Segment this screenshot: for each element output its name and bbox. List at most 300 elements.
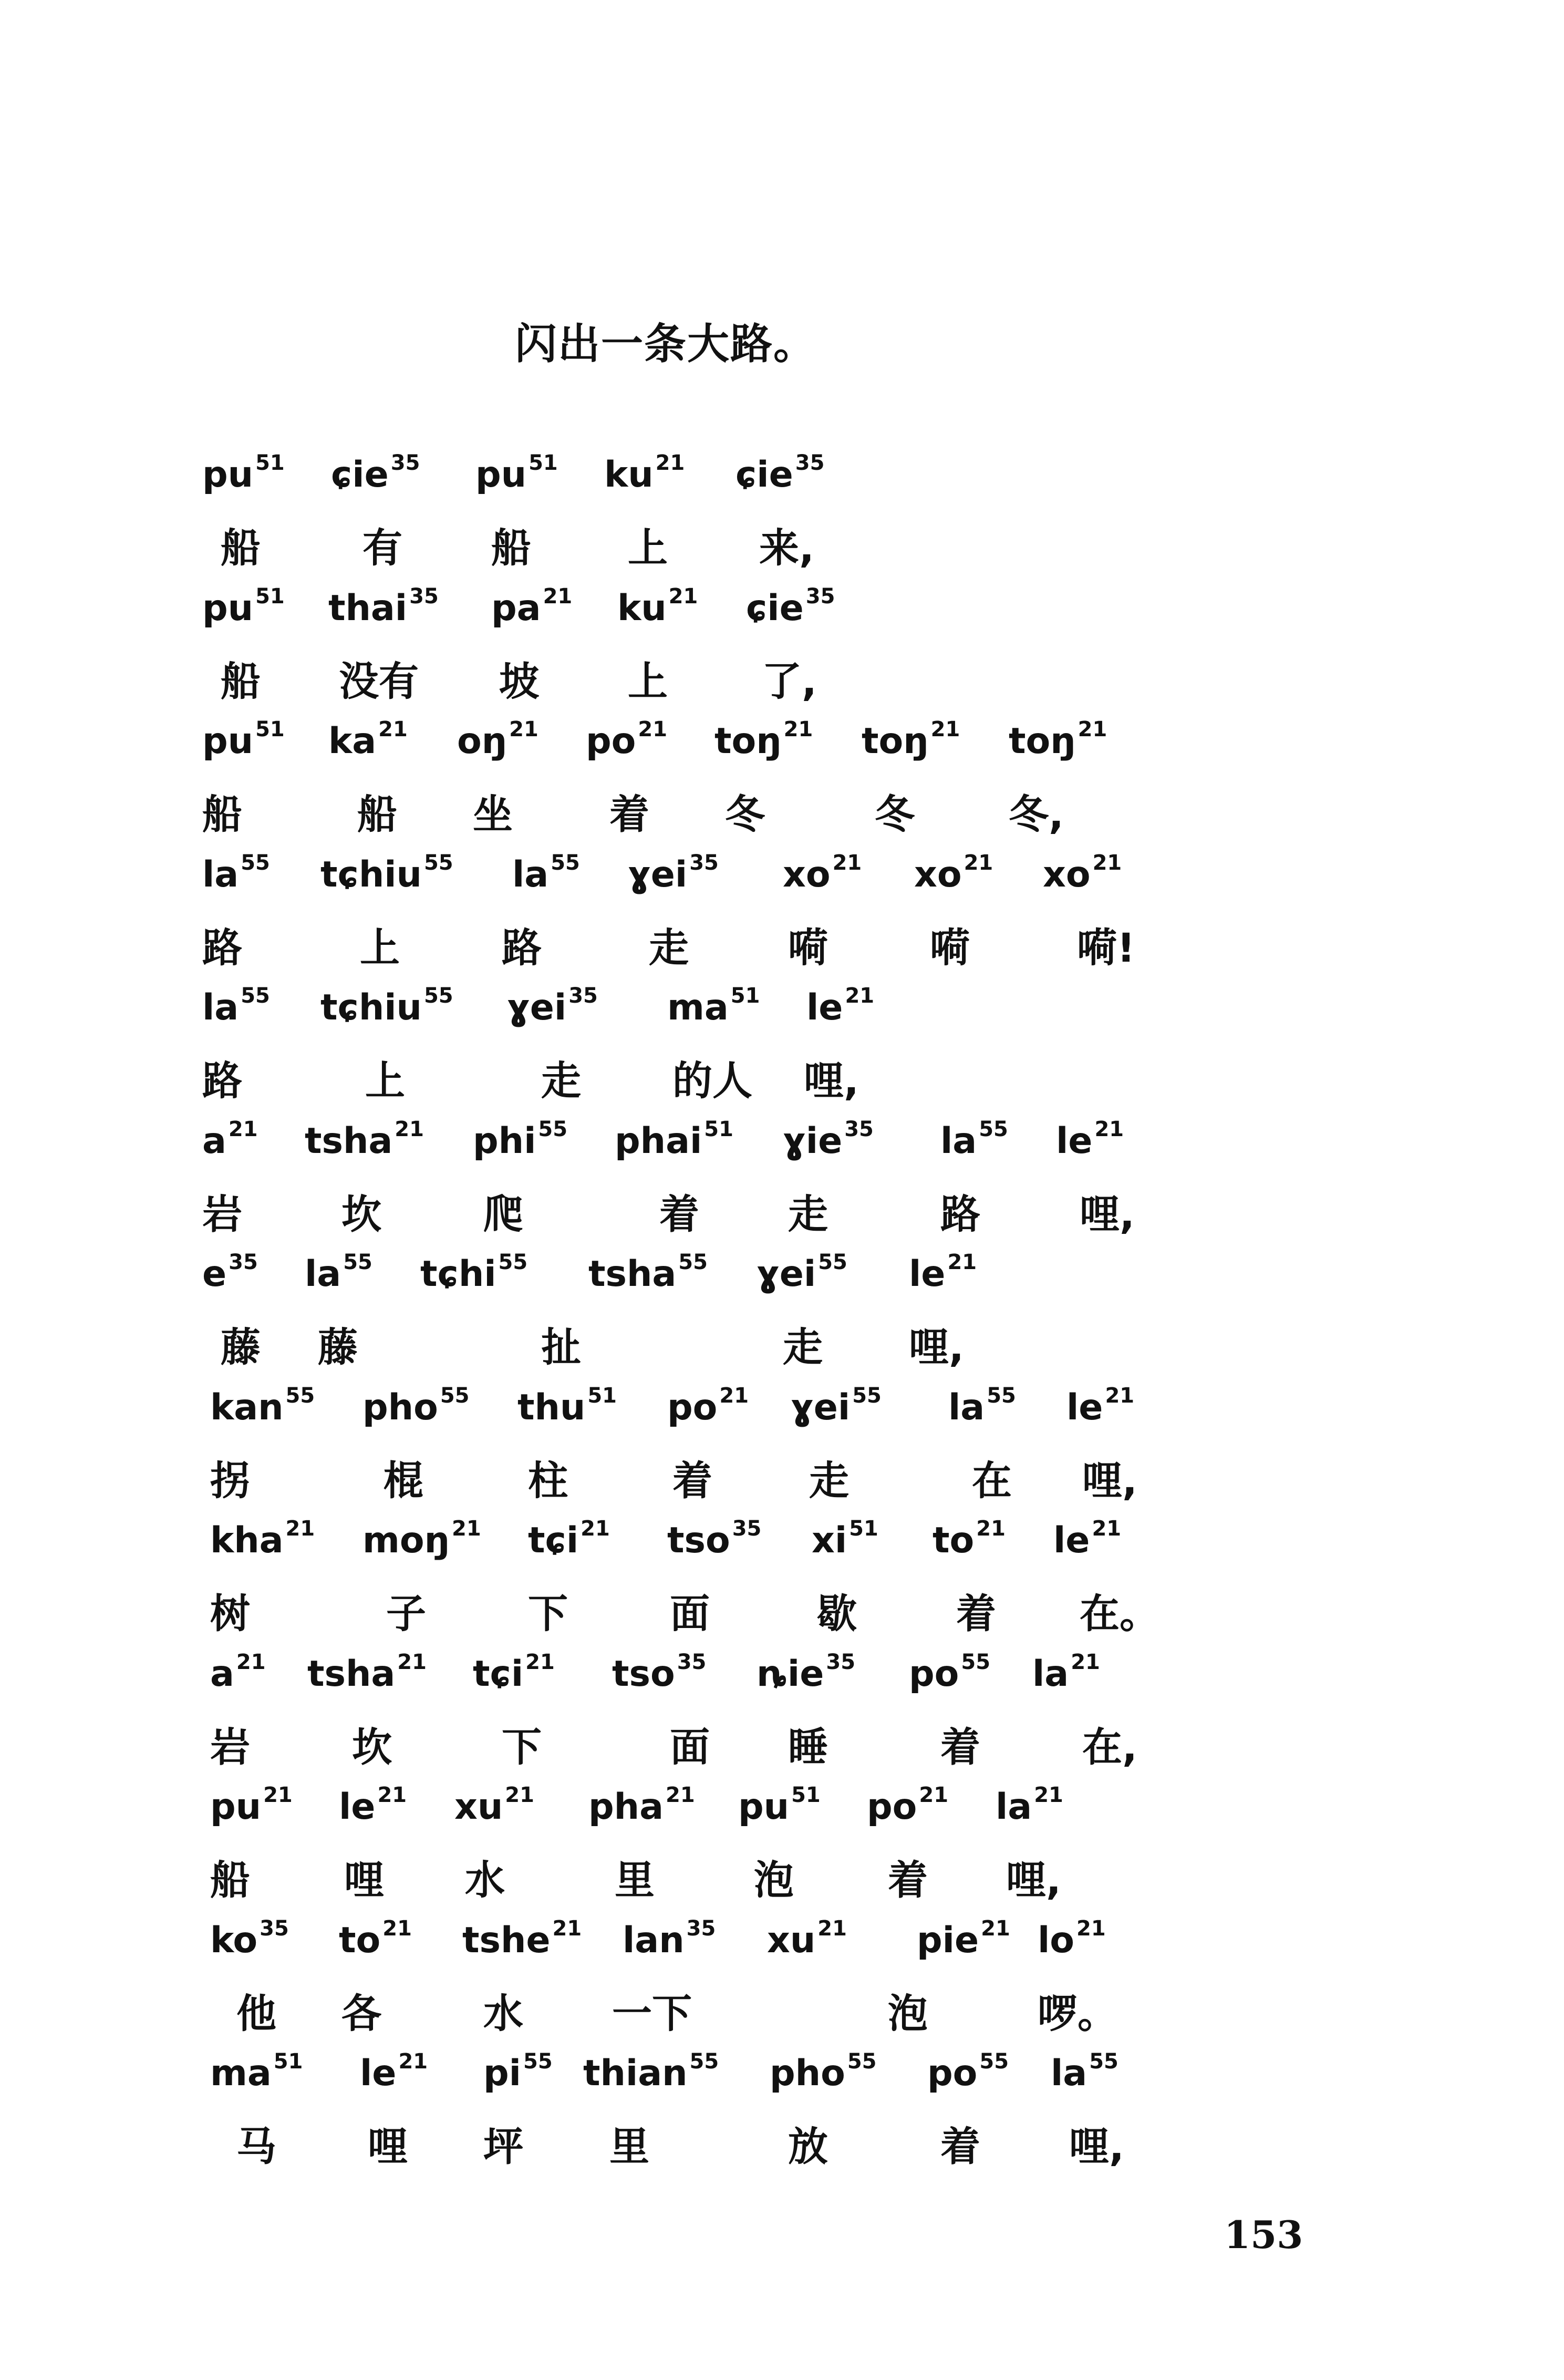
syllable: [667, 1517, 762, 1561]
tone-number: 21: [1071, 1650, 1100, 1674]
syllable-text: xo: [1043, 854, 1091, 895]
syllable-text: xu: [767, 1920, 816, 1961]
chinese-gloss-line: [0, 791, 1564, 852]
gloss-word: 来,: [759, 524, 814, 571]
tone-number: 55: [961, 1650, 991, 1674]
gloss-word: 哩: [344, 1857, 384, 1903]
syllable-text: to: [339, 1920, 381, 1961]
tone-number: 55: [498, 1250, 528, 1274]
gloss-word: 哩,: [804, 1057, 859, 1104]
gloss-word: 哩,: [1006, 1857, 1061, 1903]
tone-number: 35: [732, 1517, 762, 1541]
tone-number: 51: [273, 2049, 303, 2074]
tone-number: 21: [398, 2049, 428, 2074]
gloss-word: 路: [202, 1057, 242, 1104]
syllable: [586, 717, 668, 762]
tone-number: 51: [255, 584, 285, 609]
syllable-text: toŋ: [1009, 720, 1076, 762]
syllable: [362, 1384, 470, 1428]
tone-number: 55: [979, 1117, 1008, 1141]
tone-number: 55: [678, 1250, 708, 1274]
tone-number: 51: [529, 451, 558, 475]
tone-number: 55: [285, 1384, 315, 1408]
syllable: [483, 2049, 553, 2094]
syllable-text: a: [202, 1120, 226, 1162]
syllable-text: pa: [491, 588, 541, 629]
heading-line: 闪出一条大路。: [515, 320, 816, 368]
syllable: [927, 2049, 1009, 2094]
gloss-word: 嗬!: [1077, 924, 1135, 971]
romanization-line: [0, 1917, 1564, 1981]
gloss-word: 着: [609, 791, 649, 838]
syllable-text: la: [1032, 1653, 1069, 1695]
page-number: 153: [1224, 2212, 1303, 2257]
tone-number: 55: [440, 1384, 470, 1408]
tone-number: 21: [378, 717, 408, 741]
syllable-text: la: [305, 1253, 341, 1295]
gloss-word: 藤: [221, 1324, 261, 1371]
gloss-word: 走: [788, 1191, 828, 1238]
tone-number: 21: [397, 1650, 427, 1674]
gloss-word: 走: [809, 1457, 849, 1504]
syllable: [791, 1384, 882, 1428]
gloss-word: 水: [483, 1990, 523, 2037]
chinese-gloss-line: [0, 1457, 1564, 1519]
syllable: [612, 1650, 707, 1695]
romanization-line: [0, 1650, 1564, 1714]
syllable: [909, 1250, 977, 1295]
syllable: [362, 1517, 481, 1561]
gloss-word: 着: [956, 1590, 996, 1637]
syllable: [783, 851, 862, 895]
chinese-gloss-line: [0, 1191, 1564, 1252]
gloss-word: 坎: [352, 1724, 392, 1770]
syllable-text: ɣei: [757, 1253, 816, 1295]
syllable: [588, 1783, 695, 1828]
syllable-text: a: [210, 1653, 234, 1695]
syllable: [783, 1117, 874, 1162]
chinese-gloss-line: [0, 658, 1564, 719]
tone-number: 51: [255, 717, 285, 741]
syllable: [210, 1384, 315, 1428]
syllable-text: pu: [738, 1786, 790, 1828]
syllable-text: po: [927, 2053, 978, 2094]
tone-number: 21: [668, 584, 698, 609]
syllable: [738, 1783, 821, 1828]
syllable: [1056, 1117, 1124, 1162]
syllable-text: tso: [612, 1653, 675, 1695]
syllable: [615, 1117, 733, 1162]
gloss-word: 树: [210, 1590, 250, 1637]
gloss-word: 着: [940, 2123, 980, 2170]
gloss-word: 上: [365, 1057, 405, 1104]
tone-number: 55: [538, 1117, 568, 1141]
syllable: [583, 2049, 719, 2094]
gloss-word: 睡: [788, 1724, 828, 1770]
syllable-text: tshe: [462, 1920, 551, 1961]
tone-number: 55: [423, 984, 453, 1008]
syllable-text: le: [909, 1253, 946, 1295]
syllable-text: ka: [328, 720, 377, 762]
syllable-text: ɕie: [746, 588, 804, 629]
gloss-word: 里: [615, 1857, 655, 1903]
syllable: [917, 1917, 1010, 1961]
gloss-word: 哩,: [1080, 1191, 1135, 1238]
syllable-text: xi: [812, 1520, 847, 1561]
syllable: [462, 1917, 582, 1961]
syllable: [202, 851, 270, 895]
chinese-gloss-line: [0, 1857, 1564, 1918]
syllable: [667, 1384, 749, 1428]
syllable-text: ɣei: [791, 1387, 851, 1428]
gloss-word: 冬: [875, 791, 915, 838]
tone-number: 35: [686, 1917, 716, 1941]
syllable-text: la: [996, 1786, 1032, 1828]
syllable-text: thai: [328, 588, 408, 629]
syllable-text: ɕie: [331, 454, 389, 496]
syllable-text: pu: [475, 454, 527, 496]
tone-number: 55: [423, 851, 453, 875]
syllable-text: oŋ: [457, 720, 507, 762]
tone-number: 21: [581, 1517, 610, 1541]
syllable-text: moŋ: [362, 1520, 450, 1561]
syllable: [588, 1250, 708, 1295]
syllable: [746, 584, 835, 629]
syllable-text: le: [1066, 1387, 1103, 1428]
gloss-word: 走: [541, 1057, 581, 1104]
syllable: [339, 1917, 412, 1961]
tone-number: 21: [845, 984, 875, 1008]
romanization-line: [0, 584, 1564, 648]
syllable-text: tsha: [305, 1120, 393, 1162]
gloss-word: 泡: [888, 1990, 928, 2037]
gloss-word: 泡: [754, 1857, 794, 1903]
syllable: [420, 1250, 528, 1295]
syllable-text: le: [339, 1786, 376, 1828]
tone-number: 21: [451, 1517, 481, 1541]
syllable: [305, 1250, 372, 1295]
tone-number: 21: [638, 717, 668, 741]
tone-number: 55: [523, 2049, 553, 2074]
syllable: [210, 1650, 266, 1695]
tone-number: 55: [818, 1250, 847, 1274]
syllable-text: kha: [210, 1520, 284, 1561]
gloss-word: 嗬: [930, 924, 970, 971]
syllable-text: la: [202, 854, 239, 895]
tone-number: 55: [852, 1384, 882, 1408]
syllable-text: la: [948, 1387, 985, 1428]
gloss-word: 水: [465, 1857, 505, 1903]
gloss-word: 岩: [210, 1724, 250, 1770]
gloss-word: 面: [670, 1590, 710, 1637]
gloss-word: 哩,: [1069, 2123, 1124, 2170]
syllable-text: po: [909, 1653, 959, 1695]
tone-number: 51: [849, 1517, 878, 1541]
gloss-word: 上: [628, 524, 668, 571]
syllable-text: po: [586, 720, 636, 762]
syllable: [473, 1650, 555, 1695]
tone-number: 35: [689, 851, 719, 875]
tone-number: 21: [964, 851, 993, 875]
gloss-word: 坐: [473, 791, 513, 838]
chinese-gloss-line: [0, 2123, 1564, 2185]
syllable: [307, 1650, 427, 1695]
gloss-word: 路: [940, 1191, 980, 1238]
tone-number: 21: [525, 1650, 555, 1674]
syllable-text: lo: [1038, 1920, 1075, 1961]
syllable-text: phi: [473, 1120, 536, 1162]
syllable: [320, 851, 453, 895]
syllable-text: kan: [210, 1387, 284, 1428]
syllable: [210, 1517, 315, 1561]
tone-number: 51: [730, 984, 760, 1008]
tone-number: 21: [1076, 1917, 1106, 1941]
gloss-word: 船: [221, 658, 261, 705]
syllable-text: tsha: [588, 1253, 677, 1295]
syllable-text: tsha: [307, 1653, 396, 1695]
syllable: [667, 984, 760, 1028]
tone-number: 21: [1094, 1117, 1124, 1141]
syllable-text: ɣei: [507, 987, 567, 1028]
syllable: [617, 584, 698, 629]
syllable: [628, 851, 719, 895]
gloss-word: 有: [362, 524, 402, 571]
tone-number: 35: [229, 1250, 258, 1274]
syllable: [210, 1917, 289, 1961]
tone-number: 21: [236, 1650, 266, 1674]
syllable: [604, 451, 685, 496]
syllable-text: ɕie: [736, 454, 793, 496]
syllable: [512, 851, 580, 895]
gloss-word: 坪: [483, 2123, 523, 2170]
syllable-text: toŋ: [714, 720, 782, 762]
tone-number: 21: [382, 1917, 412, 1941]
tone-number: 21: [1078, 717, 1107, 741]
gloss-word: 在: [972, 1457, 1012, 1504]
tone-number: 21: [976, 1517, 1006, 1541]
syllable: [914, 851, 993, 895]
syllable-text: la: [940, 1120, 977, 1162]
tone-number: 55: [343, 1250, 372, 1274]
gloss-word: 在。: [1080, 1590, 1159, 1637]
gloss-word: 里: [609, 2123, 649, 2170]
gloss-word: 柱: [528, 1457, 568, 1504]
syllable: [528, 1517, 610, 1561]
syllable: [757, 1250, 847, 1295]
tone-number: 21: [552, 1917, 582, 1941]
tone-number: 21: [665, 1783, 695, 1807]
tone-number: 35: [260, 1917, 289, 1941]
syllable-text: la: [512, 854, 549, 895]
gloss-word: 放: [788, 2123, 828, 2170]
gloss-word: 下: [528, 1590, 568, 1637]
chinese-gloss-line: [0, 1324, 1564, 1385]
tone-number: 51: [587, 1384, 617, 1408]
romanization-line: [0, 451, 1564, 515]
gloss-word: 坡: [499, 658, 539, 705]
chinese-gloss-line: [0, 524, 1564, 586]
gloss-word: 上: [360, 924, 400, 971]
tone-number: 35: [568, 984, 598, 1008]
gloss-word: 着: [659, 1191, 699, 1238]
syllable: [1043, 851, 1122, 895]
gloss-word: 棍: [384, 1457, 423, 1504]
chinese-gloss-line: [0, 1990, 1564, 2052]
gloss-word: 的人: [672, 1057, 752, 1104]
syllable-text: po: [867, 1786, 917, 1828]
syllable: [475, 451, 558, 496]
tone-number: 21: [395, 1117, 424, 1141]
syllable: [360, 2049, 428, 2094]
tone-number: 55: [1089, 2049, 1118, 2074]
tone-number: 51: [791, 1783, 821, 1807]
syllable-text: ɣei: [628, 854, 688, 895]
syllable: [202, 1117, 258, 1162]
syllable: [339, 1783, 407, 1828]
syllable: [331, 451, 420, 496]
tone-number: 55: [847, 2049, 877, 2074]
syllable: [491, 584, 573, 629]
syllable-text: ɣie: [783, 1120, 843, 1162]
syllable-text: to: [933, 1520, 975, 1561]
syllable: [714, 717, 813, 762]
syllable-text: la: [1051, 2053, 1087, 2094]
romanization-line: [0, 717, 1564, 781]
gloss-word: 在,: [1082, 1724, 1137, 1770]
syllable-text: pho: [770, 2053, 845, 2094]
syllable-text: le: [806, 987, 843, 1028]
tone-number: 35: [844, 1117, 874, 1141]
syllable-text: ku: [617, 588, 667, 629]
syllable: [862, 717, 960, 762]
tone-number: 35: [826, 1650, 856, 1674]
syllable: [202, 717, 285, 762]
tone-number: 35: [409, 584, 439, 609]
syllable-text: pu: [202, 454, 254, 496]
syllable-text: pho: [362, 1387, 438, 1428]
syllable: [933, 1517, 1006, 1561]
syllable: [812, 1517, 878, 1561]
tone-number: 21: [817, 1917, 847, 1941]
syllable-text: ma: [210, 2053, 272, 2094]
syllable: [623, 1917, 716, 1961]
gloss-word: 各: [341, 1990, 381, 2037]
syllable: [867, 1783, 949, 1828]
syllable: [454, 1783, 534, 1828]
chinese-gloss-line: [0, 924, 1564, 986]
syllable-text: le: [1056, 1120, 1093, 1162]
tone-number: 35: [805, 584, 835, 609]
gloss-word: 下: [502, 1724, 542, 1770]
syllable: [1038, 1917, 1106, 1961]
gloss-word: 没有: [339, 658, 419, 705]
tone-number: 21: [719, 1384, 749, 1408]
syllable-text: la: [202, 987, 239, 1028]
syllable: [757, 1650, 856, 1695]
gloss-word: 着: [672, 1457, 712, 1504]
chinese-gloss-line: [0, 1724, 1564, 1785]
gloss-word: 歇: [817, 1590, 857, 1637]
tone-number: 21: [1034, 1783, 1063, 1807]
syllable-text: xo: [914, 854, 962, 895]
tone-number: 21: [832, 851, 862, 875]
tone-number: 21: [263, 1783, 293, 1807]
gloss-word: 马: [236, 2123, 276, 2170]
syllable: [328, 717, 408, 762]
syllable: [457, 717, 538, 762]
tone-number: 35: [677, 1650, 707, 1674]
gloss-word: 哩: [368, 2123, 408, 2170]
syllable-text: pu: [210, 1786, 262, 1828]
tone-number: 21: [1092, 1517, 1122, 1541]
tone-number: 35: [390, 451, 420, 475]
gloss-word: 拐: [210, 1457, 250, 1504]
syllable: [770, 2049, 877, 2094]
gloss-word: 面: [670, 1724, 710, 1770]
syllable-text: le: [1053, 1520, 1090, 1561]
syllable: [1066, 1384, 1135, 1428]
syllable-text: xu: [454, 1786, 503, 1828]
syllable: [202, 984, 270, 1028]
gloss-word: 着: [888, 1857, 928, 1903]
syllable-text: toŋ: [862, 720, 929, 762]
romanization-line: [0, 1517, 1564, 1581]
syllable: [473, 1117, 568, 1162]
tone-number: 55: [241, 851, 270, 875]
tone-number: 21: [505, 1783, 534, 1807]
romanization-line: [0, 2049, 1564, 2114]
syllable-text: e: [202, 1253, 227, 1295]
syllable: [305, 1117, 424, 1162]
gloss-word: 冬,: [1009, 791, 1064, 838]
syllable-text: ma: [667, 987, 729, 1028]
tone-number: 51: [704, 1117, 733, 1141]
syllable-text: pu: [202, 720, 254, 762]
gloss-word: 啰。: [1038, 1990, 1117, 2037]
gloss-word: 上: [628, 658, 668, 705]
tone-number: 21: [919, 1783, 949, 1807]
gloss-word: 船: [210, 1857, 250, 1903]
gloss-word: 走: [783, 1324, 823, 1371]
syllable-text: thu: [517, 1387, 586, 1428]
gloss-word: 走: [649, 924, 689, 971]
syllable-text: thian: [583, 2053, 688, 2094]
tone-number: 55: [241, 984, 270, 1008]
romanization-line: [0, 851, 1564, 915]
syllable: [202, 451, 285, 496]
syllable: [210, 1783, 293, 1828]
syllable-text: ko: [210, 1920, 258, 1961]
gloss-word: 着: [940, 1724, 980, 1770]
tone-number: 21: [285, 1517, 315, 1541]
chinese-gloss-line: [0, 1057, 1564, 1119]
gloss-word: 爬: [483, 1191, 523, 1238]
syllable-text: xo: [783, 854, 831, 895]
syllable: [210, 2049, 303, 2094]
syllable: [948, 1384, 1016, 1428]
tone-number: 55: [987, 1384, 1016, 1408]
gloss-word: 一下: [612, 1990, 692, 2037]
syllable: [1009, 717, 1107, 762]
tone-number: 55: [979, 2049, 1009, 2074]
syllable: [328, 584, 439, 629]
tone-number: 51: [255, 451, 285, 475]
syllable: [940, 1117, 1008, 1162]
chinese-gloss-line: [0, 1590, 1564, 1652]
gloss-word: 嗬: [788, 924, 828, 971]
syllable-text: ȵie: [757, 1653, 824, 1695]
tone-number: 21: [981, 1917, 1010, 1941]
